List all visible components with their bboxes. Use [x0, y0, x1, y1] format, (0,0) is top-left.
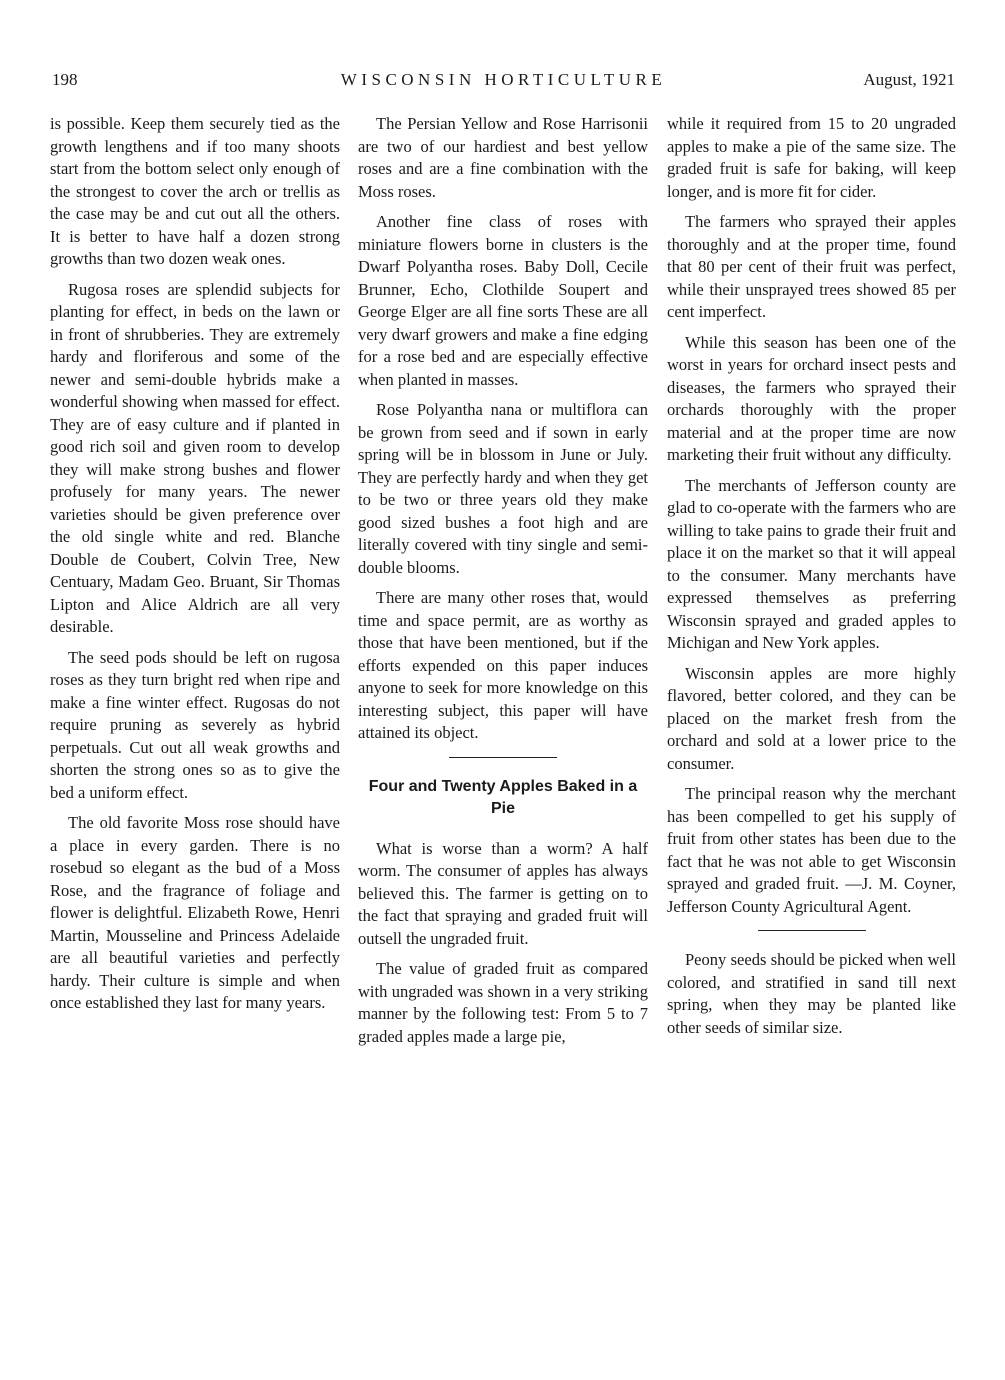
paragraph: Rose Polyantha nana or multiflora can be grown from seed and if sown in early spring will be in blossom in June or July. They are perfectly hardy and when they get to be two or three years old they make good sized bushes a foot high and are literally covered with tiny single and semi-double blooms. — [358, 400, 648, 577]
paragraph: while it required from 15 to 20 ungraded apples to make a pie of the same size. The graded fruit is safe for baking, will keep longer, and is more fit for cider. — [667, 114, 956, 201]
paragraph: The value of graded fruit as compared with ungraded was shown in a very striking manner by the following test: From 5 to 7 graded apples made a large pie, — [358, 959, 648, 1046]
paragraph: While this season has been one of the worst in years for orchard insect pests and diseases, the farmers who sprayed their orchards thoroughly with the proper material and at the proper time are now marketing their fruit without any difficulty. — [667, 332, 956, 464]
issue-date: August, 1921 — [863, 70, 955, 89]
paragraph: is possible. Keep them securely tied as the growth lengthens and if too many shoots start from the bottom select only enough of the strongest to cover the arch or trellis as the case may be and cut out all the others. It is better to have half a dozen strong growths than two dozen weak ones. — [50, 114, 340, 268]
paragraph: Another fine class of roses with miniature flowers borne in clusters is the Dwarf Polyantha roses. Baby Doll, Cecile Brunner, Echo, Clothilde Soupert and George Elger are all fine sorts These are all very dwarf growers and make a fine edging for a rose bed and are especially effective when planted in masses. — [358, 212, 648, 389]
section-divider — [758, 930, 866, 931]
paragraph: Wisconsin apples are more highly flavored, better colored, and they can be placed on the market fresh from the orchard and sold at a lower price to the consumer. — [667, 663, 956, 773]
paragraph: Rugosa roses are splendid subjects for planting for effect, in beds on the lawn or in front of shrubberies. They are extremely hardy and floriferous and some of the newer and semi-double hybrids make a wonderful showing when massed for effect. They are of easy culture and if planted in good rich soil and given room to develop they will make strong bushes and flower profusely for many years. The newer varieties should be given preference over the old single white and red. Blanche Double de Coubert, Colvin Tree, New Centuary, Madam Geo. Bruant, Sir Thomas Lipton and Alice Aldrich are all very desirable. — [50, 279, 340, 636]
left-column — [50, 113, 340, 1023]
paragraph: The merchants of Jefferson county are glad to co-operate with the farmers who are willing to take pains to grade their fruit and place it on the market so that it will appeal to the consumer. Many merchants have expressed themselves as preferring Wisconsin sprayed and graded apples to Michigan and New York apples. — [667, 475, 956, 652]
middle-column — [358, 113, 648, 1056]
article-title: Four and Twenty Apples Baked in a Pie — [368, 777, 638, 817]
paragraph: The seed pods should be left on rugosa roses as they turn bright red when ripe and make a fine winter effect. Rugosas do not require pruning as severely as hybrid perpetuals. Cut out all weak growths and shorten the strong ones so as to give the bed a uniform effect. — [50, 647, 340, 802]
journal-title: WISCONSIN HORTICULTURE — [340, 70, 667, 89]
paragraph: The Persian Yellow and Rose Harrisonii are two of our hardiest and best yellow roses and are a fine combination with the Moss roses. — [358, 114, 648, 201]
page-header — [52, 70, 955, 96]
right-column — [667, 113, 956, 1047]
paragraph: The old favorite Moss rose should have a place in every garden. There is no rosebud so elegant as the bud of a Moss Rose, and the fragrance of foliage and flower is delightful. Elizabeth Rowe, Henri Martin, Mousseline and Princess Adelaide are all beautiful varieties and perfectly hardy. Their culture is simple and when once established they last for many years. — [50, 813, 340, 1012]
paragraph: The farmers who sprayed their apples thoroughly and at the proper time, found that 80 per cent of their fruit was perfect, while their unsprayed trees showed 85 per cent imperfect. — [667, 212, 956, 321]
paragraph: What is worse than a worm? A half worm. The consumer of apples has always believed this. The farmer is getting on to the fact that spraying and graded fruit will outsell the ungraded fruit. — [358, 838, 648, 948]
section-divider — [449, 757, 557, 758]
paragraph: The principal reason why the merchant has been compelled to get his supply of fruit from other states has been due to the fact that he was not able to get Wisconsin sprayed and graded fruit. —J. M. Coyner, Jefferson County Agricultural Agent. — [667, 784, 956, 916]
paragraph: There are many other roses that, would time and space permit, are as worthy as those that have been mentioned, but if the efforts expended on this paper induces anyone to seek for more knowledge on this interesting subject, this paper will have attained its object. — [358, 588, 648, 742]
paragraph: Peony seeds should be picked when well colored, and stratified in sand till next spring, when they may be planted like other seeds of similar size. — [667, 950, 956, 1037]
page-number: 198 — [52, 70, 78, 89]
